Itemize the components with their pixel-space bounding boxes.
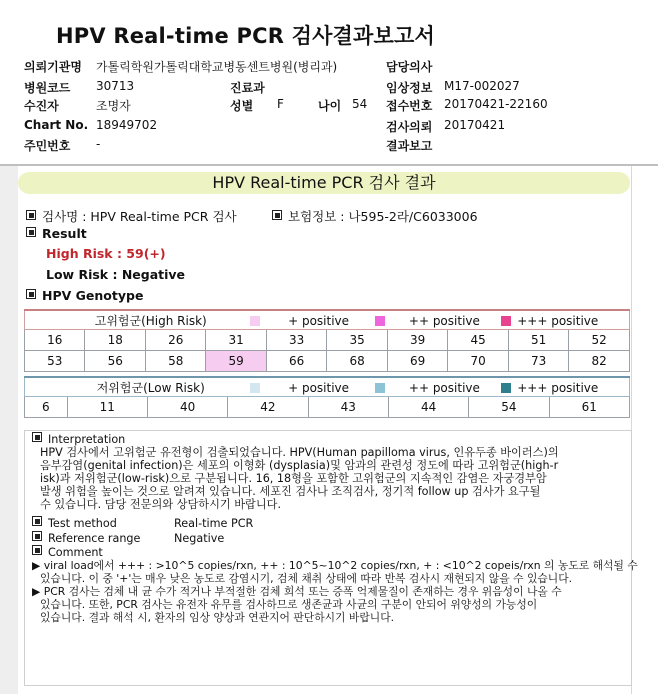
high-risk-type-cell: 66 [266, 351, 326, 372]
high-risk-header-row [25, 310, 630, 330]
result-banner: HPV Real-time PCR 검사 결과 [18, 172, 630, 194]
legend-plus: + positive [288, 380, 350, 395]
low-risk-type-cell: 40 [147, 397, 227, 418]
high-risk-type-cell: 26 [145, 330, 205, 351]
test-method-value: Real-time PCR [174, 517, 254, 530]
report-label: 결과보고 [386, 139, 433, 153]
plus2-swatch-icon [375, 316, 385, 326]
legend-plus: + positive [288, 313, 350, 328]
request-date-label: 검사의뢰 [386, 120, 433, 134]
high-risk-group-label: 고위험군(High Risk) [94, 313, 207, 328]
high-risk-type-cell: 16 [25, 330, 85, 351]
high-risk-type-cell: 82 [569, 351, 630, 372]
legend-plus3: +++ positive [517, 313, 599, 328]
clinical-info-label: 임상정보 [386, 81, 433, 95]
high-risk-type-cell: 52 [569, 330, 630, 351]
bullet-square-icon [32, 545, 42, 555]
low-risk-type-cell: 44 [388, 397, 468, 418]
sex-label: 성별 [230, 99, 254, 113]
high-risk-type-cell: 51 [508, 330, 568, 351]
rrn-value: - [96, 137, 101, 151]
clinical-info-value: M17-002027 [444, 79, 520, 93]
institution-value: 가톨릭학원가톨릭대학교병동센트병원(병리과) [96, 60, 338, 74]
test-method-label: Test method [32, 517, 117, 530]
bullet-square-icon [26, 289, 36, 299]
high-risk-type-cell: 33 [266, 330, 326, 351]
plus-swatch-icon [250, 316, 260, 326]
comment-heading: Comment [32, 546, 103, 559]
high-risk-type-cell: 45 [448, 330, 508, 351]
receipt-no-label: 접수번호 [386, 99, 433, 113]
age-value: 54 [352, 97, 368, 111]
receipt-no-value: 20170421-22160 [444, 97, 548, 111]
rrn-label: 주민번호 [24, 139, 71, 153]
chart-no-label: Chart No. [24, 118, 89, 132]
low-risk-type-cell: 11 [67, 397, 147, 418]
high-risk-type-cell: 73 [508, 351, 568, 372]
low-risk-header-row [25, 377, 630, 397]
high-risk-row-1 [25, 330, 630, 351]
left-margin [0, 166, 18, 694]
patient-value: 조명자 [96, 99, 131, 113]
high-risk-type-cell: 58 [145, 351, 205, 372]
high-risk-type-cell: 35 [327, 330, 387, 351]
high-risk-row-2 [25, 351, 630, 372]
report-title: HPV Real-time PCR 검사결과보고서 [56, 24, 435, 48]
low-risk-type-cell: 42 [228, 397, 308, 418]
bullet-square-icon [26, 210, 36, 220]
low-risk-type-cell: 6 [25, 397, 68, 418]
comment-text: ▶ viral load에서 +++ : >10^5 copies/rxn, ++ : 10^5~10^2 copies/rxn, + : <10^2 copeis/rxn 의 농도로 해석될 수 있습니다. 이 중 '+'는 매우 낮은 농도로 감염시기, 검체 채취 상태에 따라 반복 검사시 재현되지 않을 수 있습니다. ▶ PCR 검사는 검체 내 균 수가 적거나 부적절한 검체 희석 또는 증폭 억제물질이 존재하는 경우 위음성이 나올 수 있습니다. 또한, PCR 검사는 유전자 유무를 검사하므로 생존균과 사균의 구분이 안되어 위양성의 가능성이 있습니다. 결과 해석 시, 환자의 임상 양상과 연관지어 판단하시기 바랍니다. [32, 559, 638, 624]
bullet-square-icon [32, 432, 42, 442]
low-risk-result: Low Risk : Negative [46, 267, 186, 282]
insurance-info: 보험정보 : 나595-2라/C6033006 [272, 207, 478, 225]
genotype-heading: HPV Genotype [26, 288, 143, 303]
high-risk-type-cell: 18 [85, 330, 145, 351]
high-risk-type-cell: 59 [206, 351, 266, 372]
high-risk-type-cell: 39 [387, 330, 447, 351]
interpretation-text: HPV 검사에서 고위험군 유전형이 검출되었습니다. HPV(Human papilloma virus, 인유두종 바이러스)의 음부감염(genital infection)은 세포의 이형화 (dysplasia)및 암과의 관련성 정도에 따라 고위험군(high-r isk)과 저위험군(low-risk)으로 구분됩니다. 16, 18형을 포함한 고위험군의 지속적인 감염은 자궁경부암 발생 위험을 높이는 것으로 알려져 있습니다. 세포진 검사나 조직검사, 정기적 follow up 검사가 요구될 수 있습니다. 담당 전문의와 상담하시기 바랍니다. [40, 446, 559, 511]
legend-plus2: ++ positive [408, 313, 480, 328]
age-label: 나이 [318, 99, 342, 113]
dept-label: 진료과 [230, 81, 265, 95]
hospital-code-label: 병원코드 [24, 81, 71, 95]
bullet-square-icon [32, 531, 42, 541]
high-risk-type-cell: 56 [85, 351, 145, 372]
hospital-code-value: 30713 [96, 79, 135, 93]
request-date-value: 20170421 [444, 118, 506, 132]
high-risk-type-cell: 53 [25, 351, 85, 372]
interpretation-heading: Interpretation [32, 433, 125, 446]
result-heading: Result [26, 226, 87, 241]
high-risk-type-cell: 31 [206, 330, 266, 351]
low-risk-type-cell: 61 [549, 397, 629, 418]
patient-label: 수진자 [24, 99, 59, 113]
high-risk-type-cell: 70 [448, 351, 508, 372]
plus2-swatch-icon [375, 383, 385, 393]
high-risk-result: High Risk : 59(+) [46, 246, 166, 261]
plus3-swatch-icon [501, 316, 511, 326]
legend-plus3: +++ positive [517, 380, 599, 395]
bullet-square-icon [272, 210, 282, 220]
reference-range-label: Reference range [32, 532, 140, 545]
doctor-label: 담당의사 [386, 60, 433, 74]
low-risk-row [25, 397, 630, 418]
chart-no-value: 18949702 [96, 118, 158, 132]
high-risk-type-cell: 69 [387, 351, 447, 372]
bullet-square-icon [26, 227, 36, 237]
bullet-square-icon [32, 516, 42, 526]
high-risk-type-cell: 68 [327, 351, 387, 372]
high-risk-table [24, 309, 630, 372]
test-name: 검사명 : HPV Real-time PCR 검사 [26, 207, 237, 225]
sex-value: F [277, 97, 284, 111]
low-risk-table [24, 376, 630, 418]
low-risk-type-cell: 43 [308, 397, 388, 418]
low-risk-group-label: 저위험군(Low Risk) [96, 380, 205, 395]
header-divider [0, 164, 658, 166]
institution-label: 의뢰기관명 [24, 60, 82, 74]
reference-range-value: Negative [174, 532, 225, 545]
low-risk-type-cell: 54 [469, 397, 549, 418]
legend-plus2: ++ positive [408, 380, 480, 395]
plus-swatch-icon [250, 383, 260, 393]
plus3-swatch-icon [501, 383, 511, 393]
